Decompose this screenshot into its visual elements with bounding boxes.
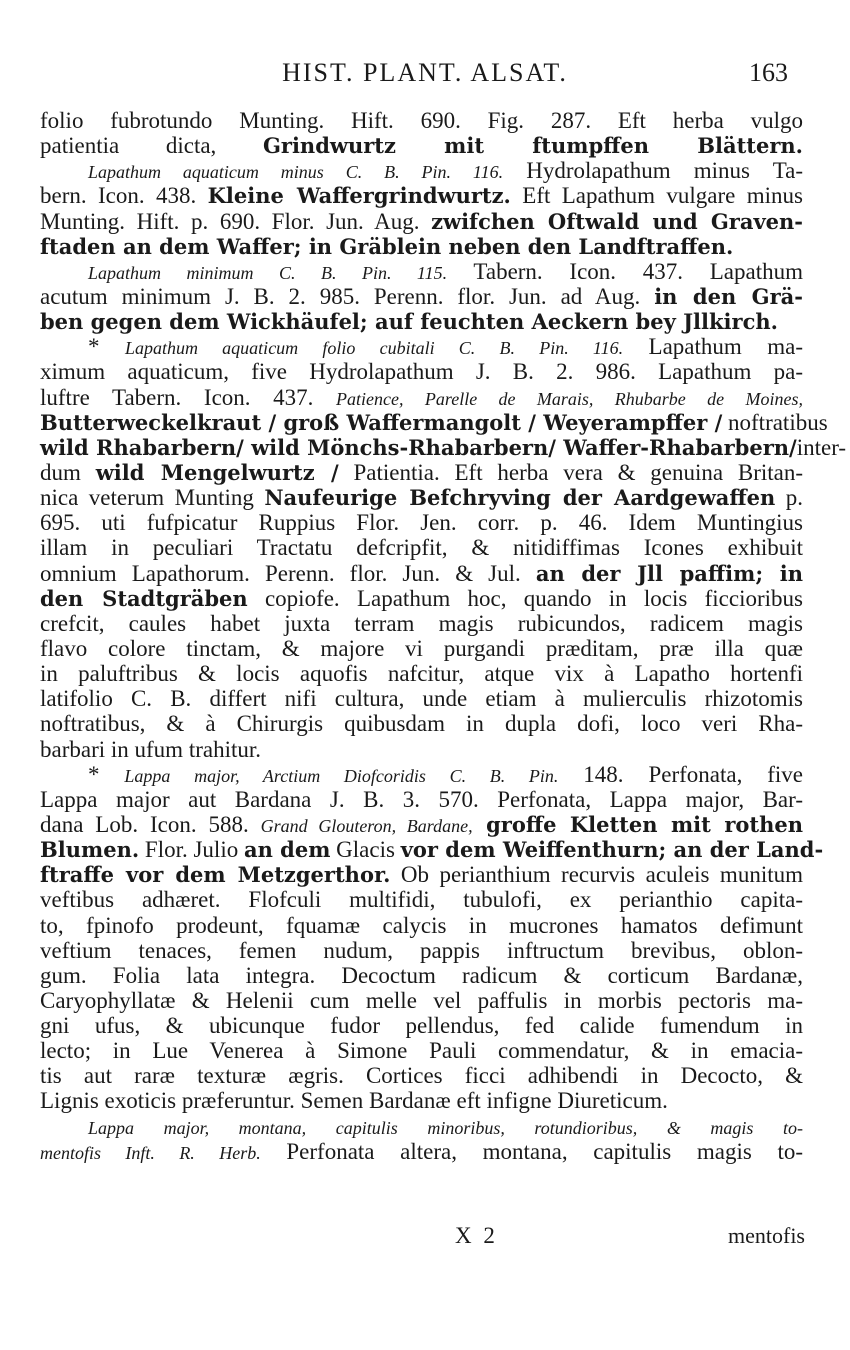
roman-text: to, fpinofo prodeunt, fquamæ calycis in mucrones hamatos defimunt (40, 912, 803, 938)
roman-text: Eft Lapathum vulgare minus (510, 183, 803, 209)
fraktur-text: Naufeurige Befchryving der Aardgewaffen (264, 485, 776, 511)
text-line (40, 611, 803, 636)
text-line (40, 284, 803, 309)
roman-text: Lapathum ma- (623, 334, 803, 360)
text-line (40, 108, 803, 133)
roman-text: omnium Lapathorum. Perenn. flor. Jun. & Jul. (40, 560, 536, 586)
roman-text: luftre Tabern. Icon. 437. (40, 384, 337, 410)
roman-text: Perfonata altera, montana, capitulis magis to- (260, 1138, 803, 1164)
fraktur-text: in den Grä- (654, 283, 803, 309)
roman-text: bern. Icon. 438. (40, 183, 208, 209)
roman-text: copiofe. Lapathum hoc, quando in locis ficcioribus (247, 585, 803, 611)
fraktur-text: an der Jll paffim; in (535, 560, 803, 586)
page-number: 163 (749, 58, 788, 87)
roman-text: dana Lob. Icon. 588. (40, 811, 261, 837)
text-line (40, 133, 803, 158)
roman-text: latifolio C. B. differt nifi cultura, unde etiam à mulierculis rhizotomis (40, 686, 803, 712)
roman-text: in paluftribus & locis aquofis nafcitur, atque vix à Lapatho hortenfi (40, 661, 803, 687)
fraktur-text: ben gegen dem Wickhäufel; auf feuchten Aeckern bey Jllkirch. (40, 309, 778, 335)
roman-text: illam in peculiari Tractatu defcripfit, & nitidiffimas Icones exhibuit (40, 535, 803, 561)
fraktur-text: Grindwurtz mit ftumpffen Blättern. (262, 133, 803, 159)
italic-text: Lapathum aquaticum folio cubitali C. B. Pin. 116. (124, 338, 624, 359)
italic-text: mentofis Inft. R. Herb. (40, 1142, 261, 1163)
text-line (40, 183, 803, 208)
roman-text: Tabern. Icon. 437. Lapathum (447, 258, 803, 284)
roman-text: dum (40, 459, 96, 485)
roman-text: Hydrolapathum minus Ta- (503, 158, 804, 184)
roman-text: nica veterum Munting (40, 485, 265, 511)
fraktur-text: ftraffe vor dem Metzgerthor. (40, 862, 391, 888)
roman-text: barbari in ufum trahitur. (40, 736, 261, 762)
text-line (40, 434, 847, 460)
text-line (40, 385, 803, 410)
roman-text: tis aut raræ texturæ ægris. Cortices ficci adhibendi in Decocto, & (40, 1063, 803, 1089)
text-line (40, 1063, 803, 1088)
text-line (40, 1114, 803, 1139)
text-line (40, 586, 803, 611)
signature-mark: X 2 (455, 1223, 498, 1248)
fraktur-text: groffe Kletten mit rothen (472, 811, 803, 837)
text-line (40, 359, 803, 384)
italic-text: Patience, Parelle de Marais, Rhubarbe de Moines, (336, 388, 804, 409)
roman-text: Patientia. Eft herba vera & genuina Britan- (338, 459, 804, 485)
text-line (40, 963, 803, 988)
page-footer (0, 1223, 850, 1253)
text-line (40, 787, 803, 812)
text-line (40, 485, 803, 510)
text-line (40, 234, 803, 259)
text-line (40, 938, 803, 963)
roman-text: patientia dicta, (40, 133, 263, 159)
page-header (0, 58, 850, 94)
roman-text: Caryophyllatæ & Helenii cum melle vel paffulis in morbis pectoris ma- (40, 987, 803, 1013)
roman-text: crefcit, caules habet juxta terram magis rubicundos, radicem magis (40, 610, 803, 636)
roman-text: 695. uti fufpicatur Ruppius Flor. Jen. corr. p. 46. Idem Muntingius (40, 510, 803, 536)
text-line (40, 913, 803, 938)
roman-text: lecto; in Lue Venerea à Simone Pauli commendatur, & in emacia- (40, 1038, 803, 1064)
italic-text: Grand Glouteron, Bardane, (260, 815, 473, 836)
italic-text: Lapathum aquaticum minus C. B. Pin. 116. (88, 162, 504, 183)
fraktur-text: wild Rhabarbern/ wild Mönchs-Rhabarbern/ Waffer-Rhabarbern/ (40, 434, 797, 460)
text-line (40, 686, 803, 711)
roman-text: ximum aquaticum, five Hydrolapathum J. B. 2. 986. Lapathum pa- (40, 359, 803, 385)
text-line (40, 661, 803, 686)
roman-text: Flor. Julio (139, 837, 244, 863)
text-line (40, 1038, 803, 1063)
roman-text: veftibus adhæret. Flofculi multifidi, tubulofi, ex perianthio capita- (40, 887, 803, 913)
fraktur-text: wild Mengelwurtz / (95, 459, 339, 485)
text-line (40, 535, 803, 560)
fraktur-text: Kleine Waffergrindwurtz. (207, 183, 511, 209)
roman-text: flavo colore tinctam, & majore vi purgandi præditam, præ illa quæ (40, 635, 803, 661)
text-line (40, 309, 803, 334)
roman-text: 148. Perfonata, five (558, 761, 803, 787)
text-line (40, 837, 824, 863)
roman-text: Glacis (330, 837, 401, 863)
roman-text: Lignis exoticis præferuntur. Semen Bardanæ eft infigne Diureticum. (40, 1088, 668, 1114)
text-line (40, 636, 803, 661)
roman-text: * (88, 334, 125, 360)
fraktur-text: den Stadtgräben (40, 585, 248, 611)
text-line (40, 762, 803, 787)
fraktur-text: ftaden an dem Waffer; in Gräblein neben den Landftraffen. (40, 233, 734, 259)
italic-text: Lapathum minimum C. B. Pin. 115. (88, 262, 448, 283)
roman-text: veftium tenaces, femen nudum, pappis inftructum brevibus, oblon- (40, 937, 803, 963)
text-line (40, 158, 803, 183)
text-line (40, 1013, 803, 1038)
text-line (40, 1088, 803, 1113)
fraktur-text: zwifchen Oftwald und Graven- (431, 208, 803, 234)
roman-text: Lappa major aut Bardana J. B. 3. 570. Perfonata, Lappa major, Bar- (40, 786, 803, 812)
roman-text: acutum minimum J. B. 2. 985. Perenn. flor. Jun. ad Aug. (40, 283, 655, 309)
italic-text: Lappa major, montana, capitulis minoribus, rotundioribus, & magis to- (88, 1117, 803, 1138)
text-line (40, 1139, 803, 1164)
fraktur-text: Butterweckelkraut / groß Waffermangolt / Weyerampffer / (40, 409, 723, 435)
text-line (40, 887, 803, 912)
roman-text: gum. Folia lata integra. Decoctum radicum & corticum Bardanæ, (40, 962, 803, 988)
text-line (40, 334, 803, 359)
roman-text: noftratibus, & à Chirurgis quibusdam in dupla dofi, loco veri Rha- (40, 711, 803, 737)
text-line (40, 460, 803, 485)
catchword: mentofis (728, 1223, 805, 1248)
text-line (40, 259, 803, 284)
text-line (40, 409, 828, 435)
text-line (40, 711, 803, 736)
text-line (40, 737, 803, 762)
italic-text: Lappa major, Arctium Diofcoridis C. B. Pin. (124, 765, 559, 786)
roman-text: Munting. Hift. p. 690. Flor. Jun. Aug. (40, 208, 432, 234)
fraktur-text: an dem (243, 837, 331, 863)
roman-text: inter- (796, 434, 847, 460)
roman-text: gni ufus, & ubicunque fudor pellendus, fed calide fumendum in (40, 1013, 803, 1039)
roman-text: noftratibus (722, 409, 828, 435)
text-line (40, 209, 803, 234)
text-line (40, 510, 803, 535)
text-line (40, 561, 803, 586)
roman-text: Ob perianthium recurvis aculeis munitum (390, 862, 803, 888)
fraktur-text: vor dem Weiffenthurn; an der Land- (400, 837, 824, 863)
fraktur-text: Blumen. (40, 837, 140, 863)
running-title: HIST. PLANT. ALSAT. (282, 58, 568, 87)
roman-text: * (88, 761, 125, 787)
text-line (40, 812, 803, 837)
roman-text: p. (775, 485, 803, 511)
roman-text: folio fubrotundo Munting. Hift. 690. Fig. 287. Eft herba vulgo (40, 108, 803, 133)
body-text (40, 108, 847, 1164)
text-line (40, 988, 803, 1013)
text-line (40, 862, 803, 887)
